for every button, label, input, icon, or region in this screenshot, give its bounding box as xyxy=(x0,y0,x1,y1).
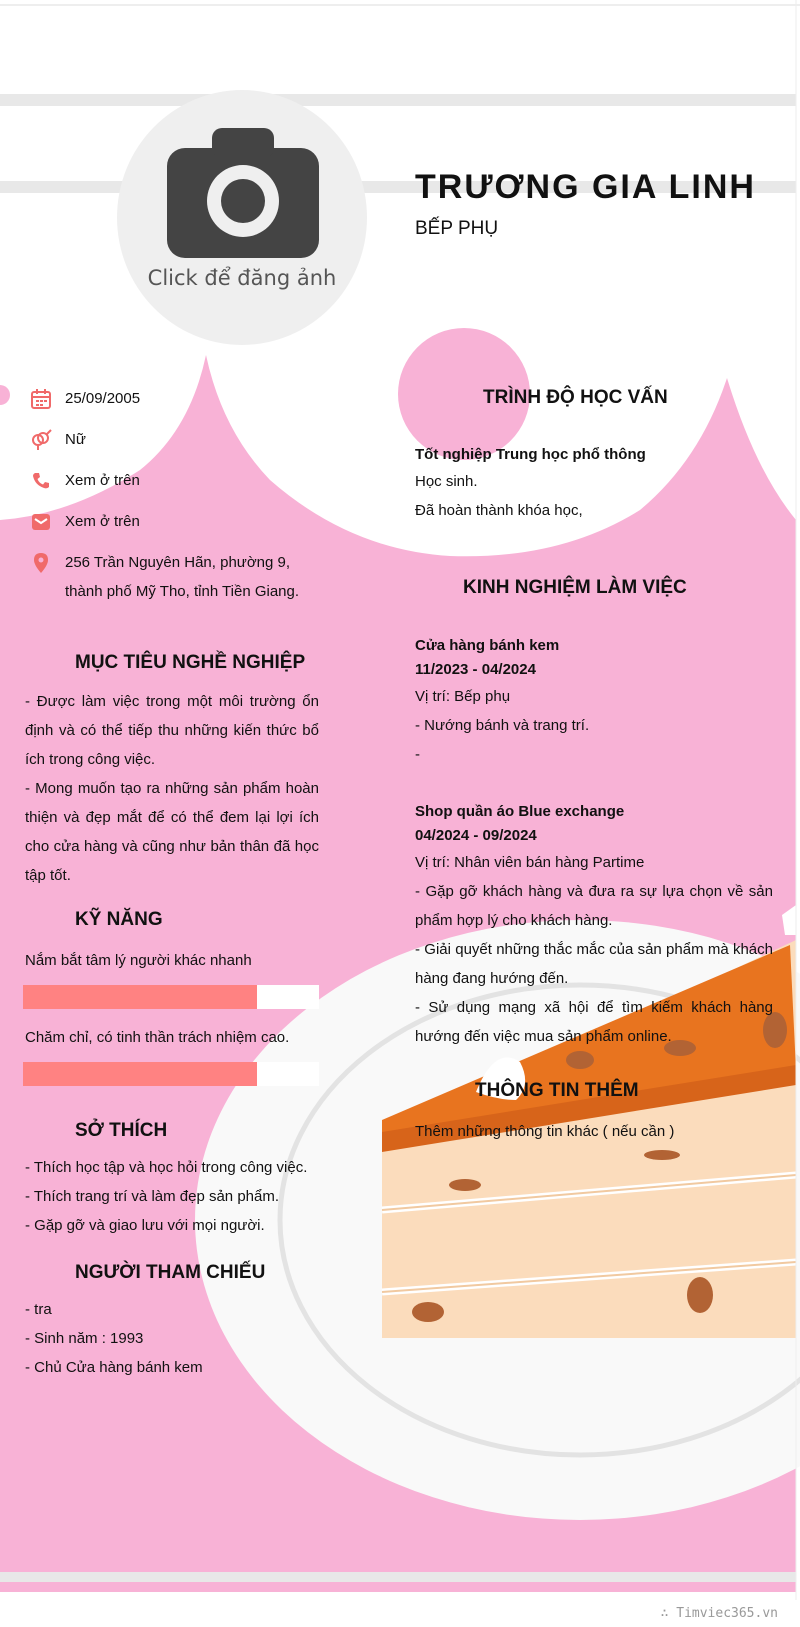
contact-gender: Nữ xyxy=(30,429,86,454)
job-description: - Sử dụng mạng xã hội để tìm kiếm khách hàng hướng đến việc mua sản phẩm online. xyxy=(415,999,773,1045)
candidate-name: TRƯƠNG GIA LINH xyxy=(415,168,756,206)
list-item: - Thích học tập và học hỏi trong công việc. xyxy=(25,1159,308,1176)
job-description: - Nướng bánh và trang trí. xyxy=(415,717,590,734)
extra-info-text: Thêm những thông tin khác ( nếu cần ) xyxy=(415,1123,675,1140)
watermark: ∴ Timviec365.vn xyxy=(660,1606,778,1621)
job-title: BẾP PHỤ xyxy=(415,218,499,239)
education-title: TRÌNH ĐỘ HỌC VẤN xyxy=(483,387,668,408)
skill-level-fill xyxy=(23,985,257,1009)
objective-paragraph-1: - Được làm việc trong một môi trường ổn định và có thể tiếp thu những kiến thức bổ ích trong công việc. xyxy=(25,693,319,768)
job-company: Cửa hàng bánh kem xyxy=(415,637,560,654)
list-item: - tra xyxy=(25,1301,52,1318)
education-line: Đã hoàn thành khóa học, xyxy=(415,502,583,519)
education-school: Tốt nghiệp Trung học phổ thông xyxy=(415,446,646,463)
job-period: 11/2023 - 04/2024 xyxy=(415,661,536,678)
objective-paragraph-2: - Mong muốn tạo ra những sản phẩm hoàn thiện và đẹp mắt để có thể đem lại lợi ích cho cửa hàng và cũng như bản thân đã học tập tốt. xyxy=(25,780,319,884)
camera-icon xyxy=(167,128,319,258)
list-item: - Sinh năm : 1993 xyxy=(25,1330,144,1347)
job-position: Vị trí: Nhân viên bán hàng Partime xyxy=(415,854,645,871)
list-item: - Gặp gỡ và giao lưu với mọi người. xyxy=(25,1217,265,1234)
phone-icon xyxy=(30,470,52,492)
hobbies-list xyxy=(25,1153,325,1240)
address-line-1: 256 Trần Nguyên Hãn, phường 9, xyxy=(65,554,291,571)
contact-birthday: 25/09/2005 xyxy=(30,388,140,413)
education-block xyxy=(415,443,775,525)
contact-address xyxy=(30,552,299,606)
experience-job-2 xyxy=(415,800,773,1051)
objective-title: MỤC TIÊU NGHỀ NGHIỆP xyxy=(75,652,306,673)
email-icon xyxy=(30,511,52,533)
job-description: - Giải quyết những thắc mắc của sản phẩm mà khách hàng đang hướng đến. xyxy=(415,941,773,987)
job-position: Vị trí: Bếp phụ xyxy=(415,688,511,705)
experience-job-1 xyxy=(415,634,773,769)
contact-email: Xem ở trên xyxy=(30,511,140,536)
job-description: - xyxy=(415,746,420,763)
list-item: - Chủ Cửa hàng bánh kem xyxy=(25,1359,203,1376)
objective-text xyxy=(25,687,319,890)
skill-label: Chăm chỉ, có tinh thần trách nhiệm cao. xyxy=(25,1029,290,1046)
skill-label: Nắm bắt tâm lý người khác nhanh xyxy=(25,952,252,969)
job-period: 04/2024 - 09/2024 xyxy=(415,827,537,844)
job-company: Shop quần áo Blue exchange xyxy=(415,803,625,820)
profile-photo-placeholder[interactable] xyxy=(117,90,367,345)
references-list xyxy=(25,1295,325,1382)
hobbies-title: SỞ THÍCH xyxy=(75,1120,168,1141)
gender-icon xyxy=(30,429,52,451)
skills-title: KỸ NĂNG xyxy=(75,909,163,930)
list-item: - Thích trang trí và làm đẹp sản phẩm. xyxy=(25,1188,280,1205)
skill-level-bar xyxy=(23,1062,319,1086)
skill-level-bar xyxy=(23,985,319,1009)
job-description: - Gặp gỡ khách hàng và đưa ra sự lựa chọn về sản phẩm hợp lý cho khách hàng. xyxy=(415,883,773,929)
experience-title: KINH NGHIỆM LÀM VIỆC xyxy=(463,577,687,598)
address-line-2: thành phố Mỹ Tho, tỉnh Tiền Giang. xyxy=(65,583,300,600)
extra-info-title: THÔNG TIN THÊM xyxy=(475,1080,639,1101)
skill-level-fill xyxy=(23,1062,257,1086)
education-line: Học sinh. xyxy=(415,473,478,490)
contact-phone: Xem ở trên xyxy=(30,470,140,495)
calendar-icon xyxy=(30,388,52,410)
location-icon xyxy=(30,552,52,574)
references-title: NGƯỜI THAM CHIẾU xyxy=(75,1262,266,1283)
upload-photo-caption[interactable]: Click để đăng ảnh xyxy=(147,266,337,290)
